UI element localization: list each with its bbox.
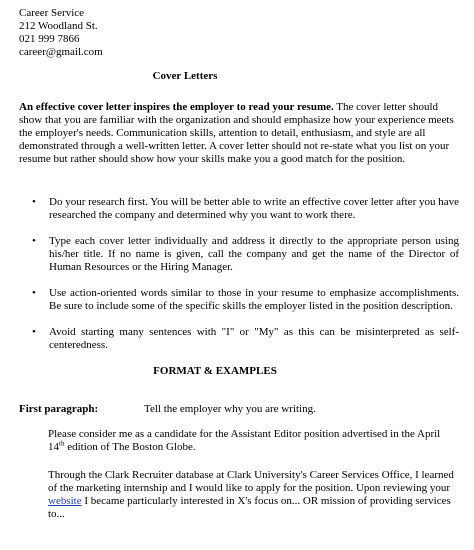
bullet-text: Use action-oriented words similar to those in your resume to emphasize accomplishments. Be sure to include some of the specific skills the employer listed in the position description. xyxy=(49,287,459,312)
bullet-text: Do your research first. You will be better able to write an effective cover letter after you have researched the company and determined why you want to work there. xyxy=(49,196,459,221)
sender-email: career@gmail.com xyxy=(19,46,103,58)
example-paragraph-2 xyxy=(48,469,458,521)
bullet-text: Type each cover letter individually and address it directly to the appropriate person using his/her title. If no name is given, call the company and get the name of the Director of Human Resources or the Hiring Manager. xyxy=(49,235,459,273)
bullet-dot-icon: • xyxy=(32,326,36,338)
bullet-dot-icon: • xyxy=(32,235,36,247)
bullet-item xyxy=(19,235,459,274)
first-paragraph-text: Tell the employer why you are writing. xyxy=(144,403,316,415)
bullet-item xyxy=(19,196,459,222)
sender-street: 212 Woodland St. xyxy=(19,20,98,32)
example1-text-before: Please consider me as a candidate for the Assistant Editor position advertised in the April 14 xyxy=(48,428,441,453)
example1-superscript: th xyxy=(59,439,65,448)
first-paragraph-label: First paragraph: xyxy=(19,403,99,415)
website-link[interactable]: website xyxy=(48,495,82,507)
bullet-item xyxy=(19,287,459,313)
format-heading-text: FORMAT & EXAMPLES xyxy=(153,365,277,377)
first-paragraph-row xyxy=(19,403,459,416)
bullet-text: Avoid starting many sentences with "I" or "My" as this can be misinterpreted as self-centeredness. xyxy=(49,326,459,351)
sender-phone: 021 999 7866 xyxy=(19,33,80,45)
bullet-dot-icon: • xyxy=(32,196,36,208)
example-paragraph-1 xyxy=(48,428,458,454)
intro-lead-sentence: An effective cover letter inspires the employer to read your resume. xyxy=(19,101,334,113)
example2-text-after: I became particularly interested in X's focus on... OR mission of providing services to... xyxy=(48,495,451,520)
sender-address-block xyxy=(19,7,219,59)
sender-name: Career Service xyxy=(19,7,85,19)
intro-body-text: The cover letter should show that you are familiar with the organization and should emphasize how your experience meets the employer's needs. Communication skills, attention to detail, enthusiasm, and style are all demonstrated through a well-written letter. A cover letter should not re-state what you list on your resume but rather should show how your skills make you a good match for the position. xyxy=(19,101,454,165)
example2-text-before: Through the Clark Recruiter database at Clark University's Career Services Office, I learned of the marketing internship and I would like to apply for the position. Upon reviewing your xyxy=(48,469,454,494)
intro-paragraph xyxy=(19,101,459,166)
bullet-dot-icon: • xyxy=(32,287,36,299)
bullet-item xyxy=(19,326,459,352)
tips-bullet-list xyxy=(19,196,459,365)
document-title-text: Cover Letters xyxy=(152,70,218,82)
example1-text-after: edition of The Boston Globe. xyxy=(64,441,196,453)
document-title xyxy=(0,70,474,83)
format-heading xyxy=(0,365,474,378)
